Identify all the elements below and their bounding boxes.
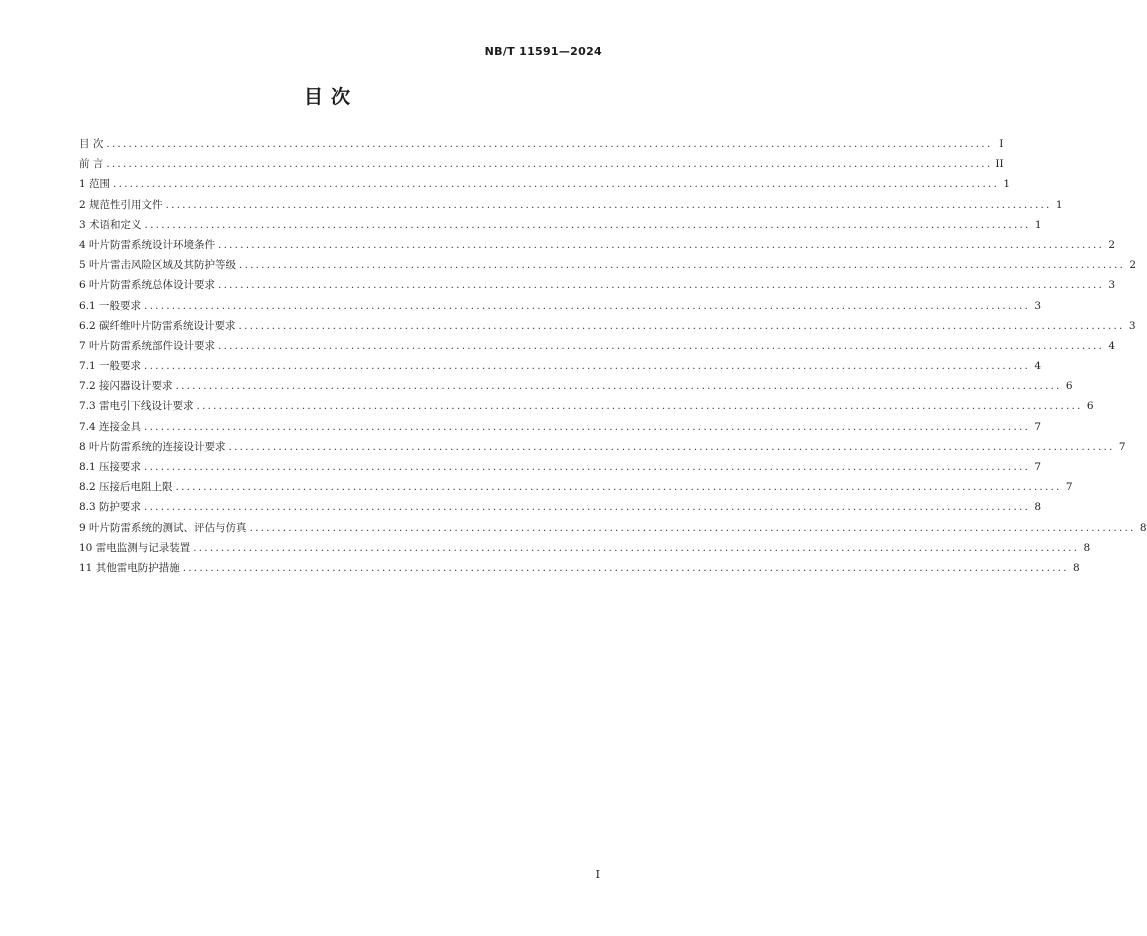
toc-entry-page: 6 <box>1086 400 1094 413</box>
toc-entry-page: 3 <box>1034 299 1042 312</box>
toc-entry-page: II <box>995 158 1004 171</box>
dot-leader: ................................................................................................................................................................ <box>218 279 1105 292</box>
toc-entry-page: 4 <box>1108 339 1116 352</box>
dot-leader: ................................................................................................................................................................ <box>144 299 1031 312</box>
toc-entry[interactable] <box>79 437 1126 457</box>
dot-leader: ................................................................................................................................................................ <box>144 218 1031 231</box>
toc-list <box>79 134 1147 578</box>
toc-entry[interactable] <box>79 195 1063 215</box>
standard-code: NB/T 11591—2024 <box>484 45 602 58</box>
toc-entry-page: 8 <box>1073 561 1080 574</box>
toc-entry-label: 8 叶片防雷系统的连接设计要求 <box>79 440 226 453</box>
toc-entry[interactable] <box>79 477 1073 497</box>
toc-entry[interactable] <box>79 296 1042 316</box>
dot-leader: ................................................................................................................................................................ <box>144 501 1031 514</box>
toc-entry-page: 7 <box>1118 440 1126 453</box>
dot-leader: ................................................................................................................................................................ <box>218 339 1105 352</box>
toc-entry[interactable] <box>79 518 1147 538</box>
toc-entry-label: 8.2 压接后电阻上限 <box>79 481 173 494</box>
toc-entry-page: 8 <box>1083 541 1091 554</box>
toc-entry[interactable] <box>79 396 1094 416</box>
toc-entry[interactable] <box>79 134 1004 154</box>
toc-entry-label: 9 叶片防雷系统的测试、评估与仿真 <box>79 521 247 534</box>
toc-entry[interactable] <box>79 336 1116 356</box>
toc-entry-label: 6.2 碳纤维叶片防雷系统设计要求 <box>79 319 236 332</box>
toc-entry[interactable] <box>79 275 1116 295</box>
toc-entry-label: 7 叶片防雷系统部件设计要求 <box>79 339 216 352</box>
dot-leader: ................................................................................................................................................................ <box>193 541 1080 554</box>
toc-entry-label: 8.1 压接要求 <box>79 461 142 473</box>
toc-entry-page: 7 <box>1065 481 1073 494</box>
dot-leader: ................................................................................................................................................................ <box>238 319 1125 332</box>
toc-title: 目次 <box>303 86 358 108</box>
toc-entry-label: 8.3 防护要求 <box>79 501 142 514</box>
toc-entry[interactable] <box>79 235 1116 255</box>
dot-leader: ................................................................................................................................................................ <box>175 380 1062 393</box>
toc-entry[interactable] <box>79 457 1042 477</box>
toc-entry-label: 4 叶片防雷系统设计环境条件 <box>79 238 216 251</box>
toc-entry[interactable] <box>79 558 1080 578</box>
toc-entry-page: 6 <box>1065 380 1073 393</box>
toc-entry[interactable] <box>79 215 1042 235</box>
toc-entry-label: 7.4 连接金具 <box>79 420 142 433</box>
toc-entry-label: 6.1 一般要求 <box>79 299 142 312</box>
toc-entry[interactable] <box>79 417 1042 437</box>
toc-entry-page: 1 <box>1055 198 1063 211</box>
toc-entry-page: 7 <box>1034 420 1042 433</box>
toc-entry[interactable] <box>79 376 1073 396</box>
dot-leader: ................................................................................................................................................................ <box>239 259 1126 272</box>
toc-entry-label: 2 规范性引用文件 <box>79 198 163 211</box>
dot-leader: ................................................................................................................................................................ <box>218 238 1105 251</box>
toc-entry-page: 2 <box>1108 238 1116 251</box>
dot-leader: ................................................................................................................................................................ <box>144 420 1031 433</box>
toc-entry[interactable] <box>79 255 1137 275</box>
toc-entry-page: 3 <box>1128 319 1136 332</box>
dot-leader: ................................................................................................................................................................ <box>249 521 1136 534</box>
toc-entry-label: 7.1 一般要求 <box>79 360 142 373</box>
toc-entry-label: 3 术语和定义 <box>79 218 142 231</box>
toc-entry-page: 1 <box>1034 218 1042 231</box>
toc-entry[interactable] <box>79 316 1136 336</box>
dot-leader: ................................................................................................................................................................ <box>113 178 1000 191</box>
toc-entry-label: 5 叶片雷击风险区域及其防护等级 <box>79 259 237 272</box>
dot-leader: ................................................................................................................................................................ <box>106 138 993 150</box>
toc-entry-label: 6 叶片防雷系统总体设计要求 <box>79 279 216 292</box>
toc-entry[interactable] <box>79 356 1042 376</box>
toc-entry-page: 8 <box>1034 501 1042 514</box>
toc-entry-label: 1 范围 <box>79 178 111 191</box>
dot-leader: ................................................................................................................................................................ <box>196 400 1083 413</box>
toc-entry[interactable] <box>79 497 1042 517</box>
toc-entry[interactable] <box>79 154 1004 174</box>
toc-entry-page: 3 <box>1108 279 1116 292</box>
toc-entry-page: I <box>999 138 1004 150</box>
dot-leader: ................................................................................................................................................................ <box>175 481 1062 494</box>
toc-entry-label: 目 次 <box>79 138 104 150</box>
toc-entry-label: 11 其他雷电防护措施 <box>79 561 180 574</box>
dot-leader: ................................................................................................................................................................ <box>106 158 993 171</box>
toc-entry-label: 前 言 <box>79 158 104 171</box>
toc-entry-page: 8 <box>1139 521 1147 534</box>
toc-entry[interactable] <box>79 174 1011 194</box>
dot-leader: ................................................................................................................................................................ <box>182 561 1069 574</box>
toc-entry-page: 1 <box>1003 178 1011 191</box>
toc-entry-label: 7.2 接闪器设计要求 <box>79 380 173 393</box>
toc-entry-label: 10 雷电监测与记录装置 <box>79 541 191 554</box>
toc-entry-page: 7 <box>1034 461 1042 473</box>
dot-leader: ................................................................................................................................................................ <box>228 440 1115 453</box>
dot-leader: ................................................................................................................................................................ <box>165 198 1052 211</box>
page-number: I <box>595 868 600 881</box>
toc-entry-page: 2 <box>1129 259 1137 272</box>
toc-entry-label: 7.3 雷电引下线设计要求 <box>79 400 194 413</box>
dot-leader: ................................................................................................................................................................ <box>144 461 1031 473</box>
toc-entry-page: 4 <box>1034 360 1042 373</box>
toc-entry[interactable] <box>79 538 1091 558</box>
dot-leader: ................................................................................................................................................................ <box>144 360 1031 373</box>
